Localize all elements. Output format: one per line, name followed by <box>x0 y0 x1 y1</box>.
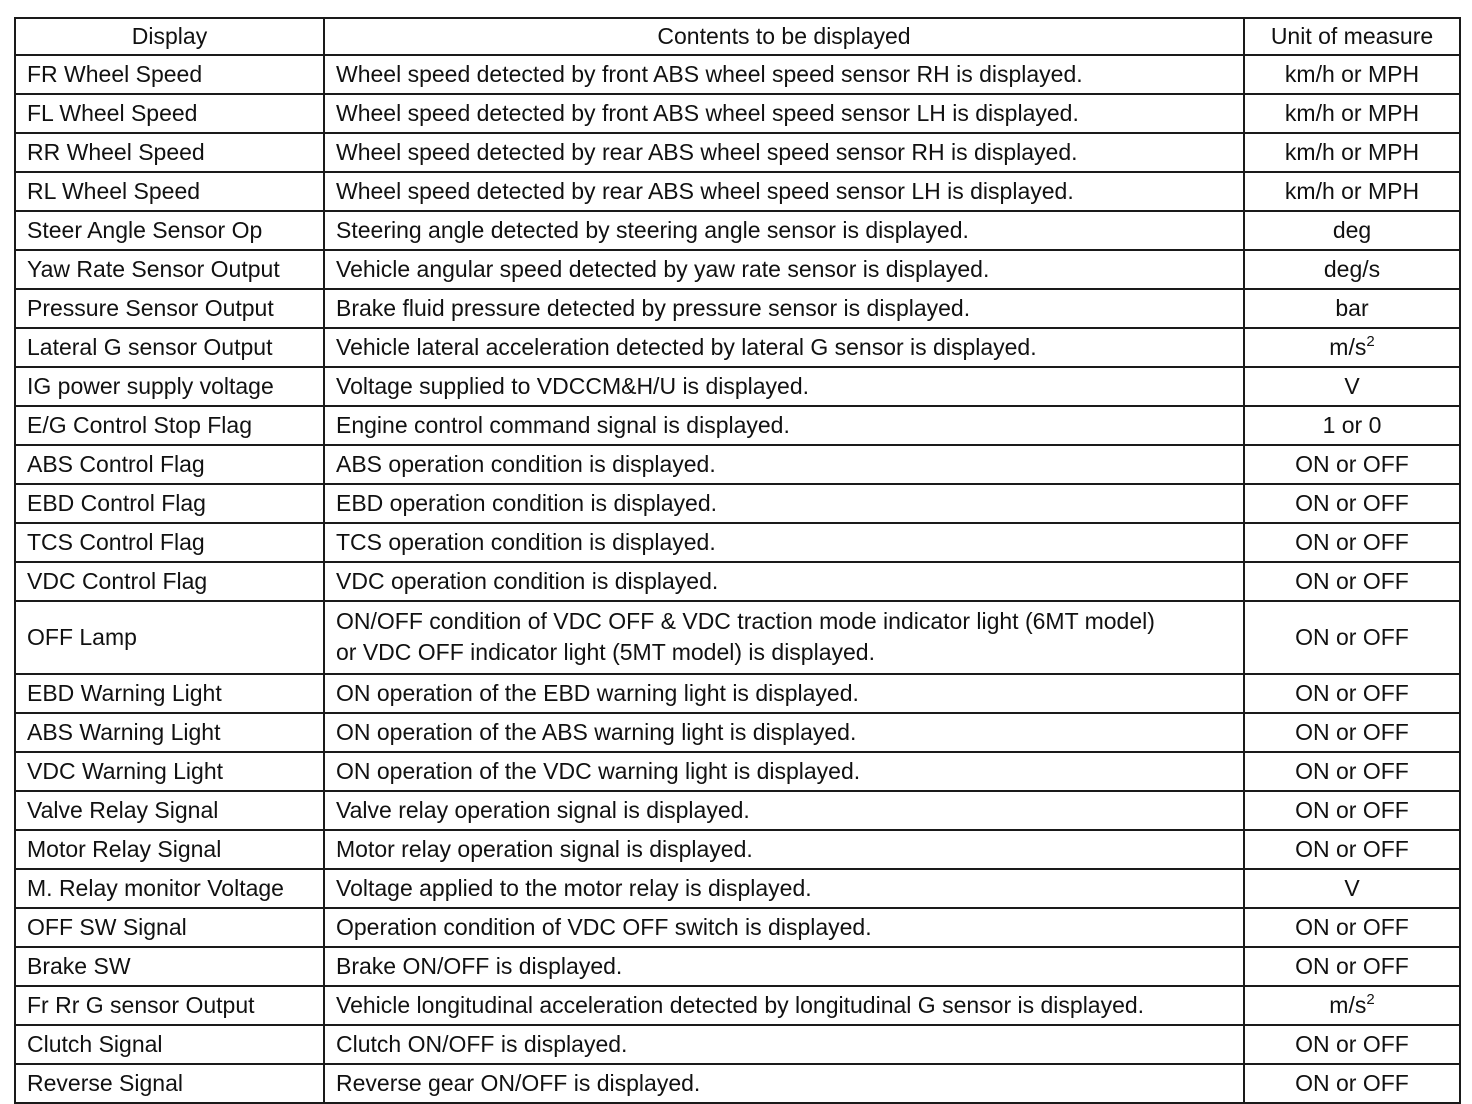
cell-display: OFF SW Signal <box>15 908 324 947</box>
cell-display: Brake SW <box>15 947 324 986</box>
cell-contents: EBD operation condition is displayed. <box>324 484 1244 523</box>
table-row <box>15 289 1460 328</box>
cell-display: IG power supply voltage <box>15 367 324 406</box>
cell-unit <box>1244 947 1460 986</box>
table-row <box>15 752 1460 791</box>
cell-display: Clutch Signal <box>15 1025 324 1064</box>
cell-contents: Vehicle longitudinal acceleration detected by longitudinal G sensor is displayed. <box>324 986 1244 1025</box>
cell-unit <box>1244 986 1460 1025</box>
unit-text: deg <box>1332 216 1372 243</box>
cell-unit <box>1244 367 1460 406</box>
cell-unit <box>1244 1025 1460 1064</box>
unit-text: km/h or MPH <box>1284 60 1420 87</box>
cell-contents: Brake fluid pressure detected by pressure sensor is displayed. <box>324 289 1244 328</box>
unit-text: ON or OFF <box>1295 913 1409 940</box>
data-monitor-table <box>14 17 1461 1104</box>
unit-text: km/h or MPH <box>1284 177 1420 204</box>
cell-display: ABS Warning Light <box>15 713 324 752</box>
cell-unit <box>1244 250 1460 289</box>
unit-superscript: 2 <box>1366 990 1375 1008</box>
cell-unit <box>1244 445 1460 484</box>
cell-unit <box>1244 94 1460 133</box>
table-row <box>15 713 1460 752</box>
cell-display: Motor Relay Signal <box>15 830 324 869</box>
table-row <box>15 986 1460 1025</box>
cell-contents: Vehicle lateral acceleration detected by lateral G sensor is displayed. <box>324 328 1244 367</box>
table-row <box>15 445 1460 484</box>
table-header-row <box>15 18 1460 55</box>
column-header-display: Display <box>15 18 324 55</box>
cell-unit <box>1244 133 1460 172</box>
table-row <box>15 830 1460 869</box>
cell-unit <box>1244 406 1460 445</box>
cell-display: FL Wheel Speed <box>15 94 324 133</box>
cell-contents: Voltage supplied to VDCCM&H/U is displayed. <box>324 367 1244 406</box>
table-row <box>15 791 1460 830</box>
cell-unit <box>1244 752 1460 791</box>
cell-display: Lateral G sensor Output <box>15 328 324 367</box>
cell-unit <box>1244 328 1460 367</box>
table-row <box>15 211 1460 250</box>
cell-display: TCS Control Flag <box>15 523 324 562</box>
cell-display: FR Wheel Speed <box>15 55 324 94</box>
table-row <box>15 674 1460 713</box>
cell-display: Reverse Signal <box>15 1064 324 1103</box>
cell-contents: ON operation of the EBD warning light is displayed. <box>324 674 1244 713</box>
unit-text: ON or OFF <box>1295 952 1409 979</box>
unit-text: ON or OFF <box>1295 528 1409 555</box>
table-row <box>15 908 1460 947</box>
unit-text: ON or OFF <box>1295 718 1409 745</box>
cell-unit <box>1244 55 1460 94</box>
table-row <box>15 94 1460 133</box>
table-row <box>15 172 1460 211</box>
unit-text: km/h or MPH <box>1284 138 1420 165</box>
cell-contents: Steering angle detected by steering angle sensor is displayed. <box>324 211 1244 250</box>
cell-display: E/G Control Stop Flag <box>15 406 324 445</box>
cell-contents: Engine control command signal is displayed. <box>324 406 1244 445</box>
cell-unit <box>1244 869 1460 908</box>
cell-display: Fr Rr G sensor Output <box>15 986 324 1025</box>
unit-text: m/s <box>1329 991 1367 1018</box>
cell-unit <box>1244 172 1460 211</box>
unit-text: ON or OFF <box>1295 835 1409 862</box>
cell-contents: Operation condition of VDC OFF switch is displayed. <box>324 908 1244 947</box>
unit-text: V <box>1344 372 1360 399</box>
cell-contents: Motor relay operation signal is displayed. <box>324 830 1244 869</box>
cell-display: RL Wheel Speed <box>15 172 324 211</box>
unit-text: ON or OFF <box>1295 450 1409 477</box>
cell-display: EBD Control Flag <box>15 484 324 523</box>
unit-text: ON or OFF <box>1295 679 1409 706</box>
unit-text: ON or OFF <box>1295 1069 1409 1096</box>
cell-contents: ON operation of the ABS warning light is displayed. <box>324 713 1244 752</box>
cell-contents: ABS operation condition is displayed. <box>324 445 1244 484</box>
cell-unit <box>1244 484 1460 523</box>
cell-contents: Wheel speed detected by rear ABS wheel speed sensor LH is displayed. <box>324 172 1244 211</box>
unit-text: 1 or 0 <box>1322 411 1382 438</box>
unit-text: deg/s <box>1323 255 1381 282</box>
unit-text: V <box>1344 874 1360 901</box>
table-row <box>15 1025 1460 1064</box>
cell-contents-line: ON/OFF condition of VDC OFF & VDC traction mode indicator light (6MT model) <box>336 608 1155 634</box>
cell-contents: Brake ON/OFF is displayed. <box>324 947 1244 986</box>
cell-display: VDC Control Flag <box>15 562 324 601</box>
cell-unit <box>1244 830 1460 869</box>
unit-text: ON or OFF <box>1295 567 1409 594</box>
unit-text: bar <box>1335 294 1369 321</box>
cell-contents: Clutch ON/OFF is displayed. <box>324 1025 1244 1064</box>
cell-contents: TCS operation condition is displayed. <box>324 523 1244 562</box>
unit-text: ON or OFF <box>1295 796 1409 823</box>
table-row <box>15 55 1460 94</box>
cell-unit <box>1244 562 1460 601</box>
cell-unit <box>1244 791 1460 830</box>
cell-display: ABS Control Flag <box>15 445 324 484</box>
unit-text: km/h or MPH <box>1284 99 1420 126</box>
cell-display: VDC Warning Light <box>15 752 324 791</box>
cell-unit <box>1244 713 1460 752</box>
cell-display: Valve Relay Signal <box>15 791 324 830</box>
cell-display: OFF Lamp <box>15 601 324 674</box>
cell-unit <box>1244 674 1460 713</box>
cell-display: Pressure Sensor Output <box>15 289 324 328</box>
cell-unit <box>1244 908 1460 947</box>
unit-text: ON or OFF <box>1295 489 1409 516</box>
table-row <box>15 869 1460 908</box>
column-header-unit: Unit of measure <box>1244 18 1460 55</box>
cell-contents <box>324 601 1244 674</box>
table-row <box>15 484 1460 523</box>
table-row <box>15 406 1460 445</box>
unit-text: m/s <box>1329 333 1367 360</box>
cell-contents: ON operation of the VDC warning light is displayed. <box>324 752 1244 791</box>
column-header-contents: Contents to be displayed <box>324 18 1244 55</box>
unit-text: ON or OFF <box>1295 757 1409 784</box>
cell-display: RR Wheel Speed <box>15 133 324 172</box>
unit-text: ON or OFF <box>1295 623 1409 650</box>
cell-contents: Reverse gear ON/OFF is displayed. <box>324 1064 1244 1103</box>
table-row <box>15 601 1460 674</box>
cell-unit <box>1244 289 1460 328</box>
table-row <box>15 562 1460 601</box>
table-row <box>15 523 1460 562</box>
cell-display: Steer Angle Sensor Op <box>15 211 324 250</box>
cell-unit <box>1244 1064 1460 1103</box>
cell-display: M. Relay monitor Voltage <box>15 869 324 908</box>
cell-unit <box>1244 211 1460 250</box>
table-body <box>15 55 1460 1103</box>
cell-display: EBD Warning Light <box>15 674 324 713</box>
table-row <box>15 1064 1460 1103</box>
cell-contents: Wheel speed detected by rear ABS wheel speed sensor RH is displayed. <box>324 133 1244 172</box>
unit-superscript: 2 <box>1366 332 1375 350</box>
cell-unit <box>1244 601 1460 674</box>
cell-contents: Vehicle angular speed detected by yaw rate sensor is displayed. <box>324 250 1244 289</box>
table-row <box>15 367 1460 406</box>
cell-contents-line: or VDC OFF indicator light (5MT model) is displayed. <box>336 639 875 665</box>
table-row <box>15 133 1460 172</box>
table-row <box>15 947 1460 986</box>
cell-contents: Wheel speed detected by front ABS wheel speed sensor LH is displayed. <box>324 94 1244 133</box>
cell-contents: VDC operation condition is displayed. <box>324 562 1244 601</box>
table-row <box>15 328 1460 367</box>
unit-text: ON or OFF <box>1295 1030 1409 1057</box>
cell-contents: Wheel speed detected by front ABS wheel speed sensor RH is displayed. <box>324 55 1244 94</box>
cell-contents: Valve relay operation signal is displayed. <box>324 791 1244 830</box>
cell-contents: Voltage applied to the motor relay is displayed. <box>324 869 1244 908</box>
cell-display: Yaw Rate Sensor Output <box>15 250 324 289</box>
table-row <box>15 250 1460 289</box>
cell-unit <box>1244 523 1460 562</box>
